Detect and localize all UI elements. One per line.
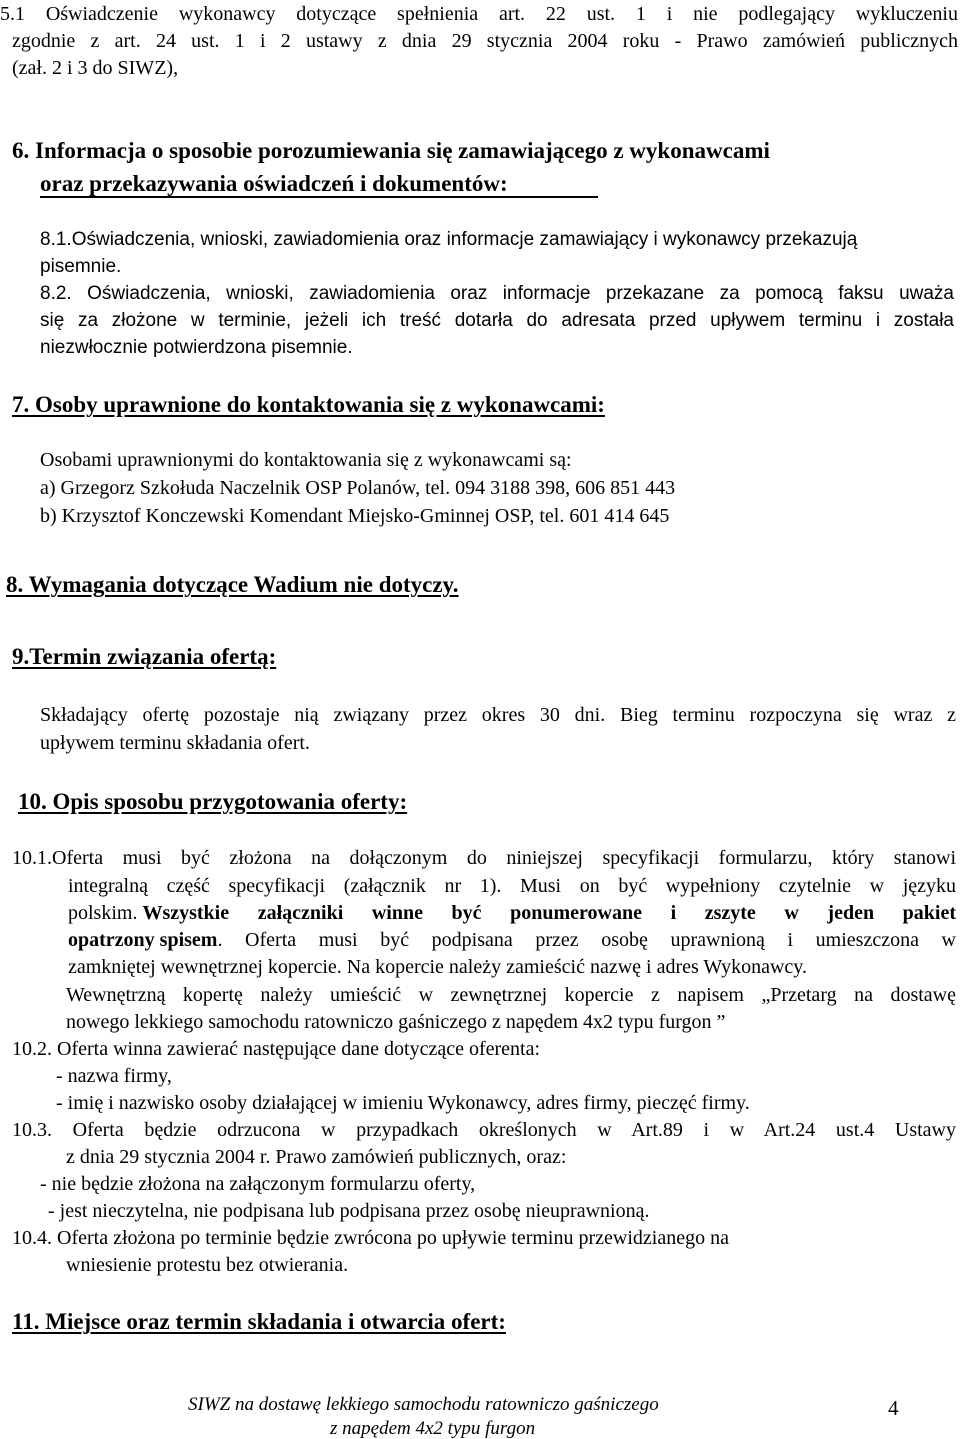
sec10-p4-line2: wniesienie protestu bez otwierania. <box>66 1254 349 1276</box>
sec10-p1-line4 <box>68 930 956 950</box>
footer-line1: SIWZ na dostawę lekkiego samochodu ratowniczo gaśniczego <box>188 1394 659 1415</box>
sec10-heading: 10. Opis sposobu przygotowania oferty: <box>18 789 408 814</box>
sec7-heading: 7. Osoby uprawnione do kontaktowania się z wykonawcami: <box>12 392 605 417</box>
sec10-p1-line4-bold: opatrzony spisem <box>68 929 218 951</box>
sec9-line2: upływem terminu składania ofert. <box>40 732 310 754</box>
sec7-contact-b: b) Krzysztof Konczewski Komendant Miejsko-Gminnej OSP, tel. 601 414 645 <box>40 505 670 527</box>
sec10-p2-line3: - imię i nazwisko osoby działającej w imieniu Wykonawcy, adres firmy, pieczęć firmy. <box>56 1092 750 1114</box>
footer-line2: z napędem 4x2 typu furgon <box>330 1418 536 1439</box>
sec10-p1-line1: 10.1.Oferta musi być złożona na dołączonym do niniejszej specyfikacji formularzu, który stanowi <box>12 847 956 869</box>
sec7-intro: Osobami uprawnionymi do kontaktowania się z wykonawcami są: <box>40 449 572 471</box>
sec10-p3-line4: - jest nieczytelna, nie podpisana lub podpisana przez osobę nieuprawnioną. <box>48 1200 650 1222</box>
sec10-p1-line7: nowego lekkiego samochodu ratowniczo gaśniczego z napędem 4x2 typu furgon ” <box>66 1011 726 1033</box>
sec10-p4-line1: 10.4. Oferta złożona po terminie będzie zwrócona po upływie terminu przewidzianego na <box>12 1227 729 1249</box>
sec10-p2-line2: - nazwa firmy, <box>56 1065 172 1087</box>
sec6-p8-1-line2: pisemnie. <box>40 256 122 277</box>
sec6-p8-1-line1: 8.1.Oświadczenia, wnioski, zawiadomienia oraz informacje zamawiający i wykonawcy przekazują <box>40 229 858 250</box>
sec10-p1-line3-bold: Wszystkie załączniki winne być ponumerowane i zszyte w jeden pakiet <box>142 902 956 924</box>
sec9-heading: 9.Termin związania ofertą: <box>12 644 277 669</box>
sec11-heading: 11. Miejsce oraz termin składania i otwarcia ofert: <box>12 1309 506 1334</box>
sec10-p1-line3 <box>68 903 956 923</box>
sec6-p8-2-line2: się za złożone w terminie, jeżeli ich treść dotarła do adresata przed upływem terminu i została <box>40 310 954 331</box>
sec5-1-line1: 5.1 Oświadczenie wykonawcy dotyczące spełnienia art. 22 ust. 1 i nie podlegający wykluczeniu <box>0 3 958 25</box>
page-number: 4 <box>888 1396 899 1420</box>
sec10-p2-line1: 10.2. Oferta winna zawierać następujące dane dotyczące oferenta: <box>12 1038 541 1060</box>
sec10-p3-line2: z dnia 29 stycznia 2004 r. Prawo zamówień publicznych, oraz: <box>66 1146 567 1168</box>
sec10-p1-line5: zamkniętej wewnętrznej kopercie. Na kopercie należy zamieścić nazwę i adres Wykonawcy. <box>68 956 807 978</box>
sec6-heading-line1: 6. Informacja o sposobie porozumiewania się zamawiającego z wykonawcami <box>12 138 770 163</box>
sec6-p8-2-line3: niezwłocznie potwierdzona pisemnie. <box>40 337 353 358</box>
sec6-p8-2-line1: 8.2. Oświadczenia, wnioski, zawiadomienia oraz informacje przekazane za pomocą faksu uważa <box>40 283 954 304</box>
sec6-underline <box>40 196 598 198</box>
sec9-line1: Składający ofertę pozostaje nią związany przez okres 30 dni. Bieg terminu rozpoczyna się wraz z <box>40 704 956 726</box>
sec7-contact-a: a) Grzegorz Szkołuda Naczelnik OSP Polanów, tel. 094 3188 398, 606 851 443 <box>40 477 676 499</box>
sec10-p3-line1: 10.3. Oferta będzie odrzucona w przypadkach określonych w Art.89 i w Art.24 ust.4 Ustawy <box>12 1119 956 1141</box>
sec10-p1-line4-rest: . Oferta musi być podpisana przez osobę uprawnioną i umieszczona w <box>217 929 956 951</box>
sec10-p1-line2: integralną część specyfikacji (załącznik nr 1). Musi on być wypełniony czytelnie w języku <box>68 875 956 897</box>
sec10-p1-line6: Wewnętrzną kopertę należy umieścić w zewnętrznej kopercie z napisem „Przetarg na dostawę <box>66 984 956 1006</box>
sec10-p3-line3: - nie będzie złożona na załączonym formularzu oferty, <box>40 1173 476 1195</box>
sec5-1-line3: (zał. 2 i 3 do SIWZ), <box>12 57 179 79</box>
sec10-p1-line3-start: polskim. <box>68 902 143 924</box>
sec6-heading-line2: oraz przekazywania oświadczeń i dokumentów: <box>40 171 508 196</box>
sec8-heading: 8. Wymagania dotyczące Wadium nie dotyczy. <box>6 572 459 597</box>
sec5-1-line2: zgodnie z art. 24 ust. 1 i 2 ustawy z dnia 29 stycznia 2004 roku - Prawo zamówień publicznych <box>12 30 958 52</box>
